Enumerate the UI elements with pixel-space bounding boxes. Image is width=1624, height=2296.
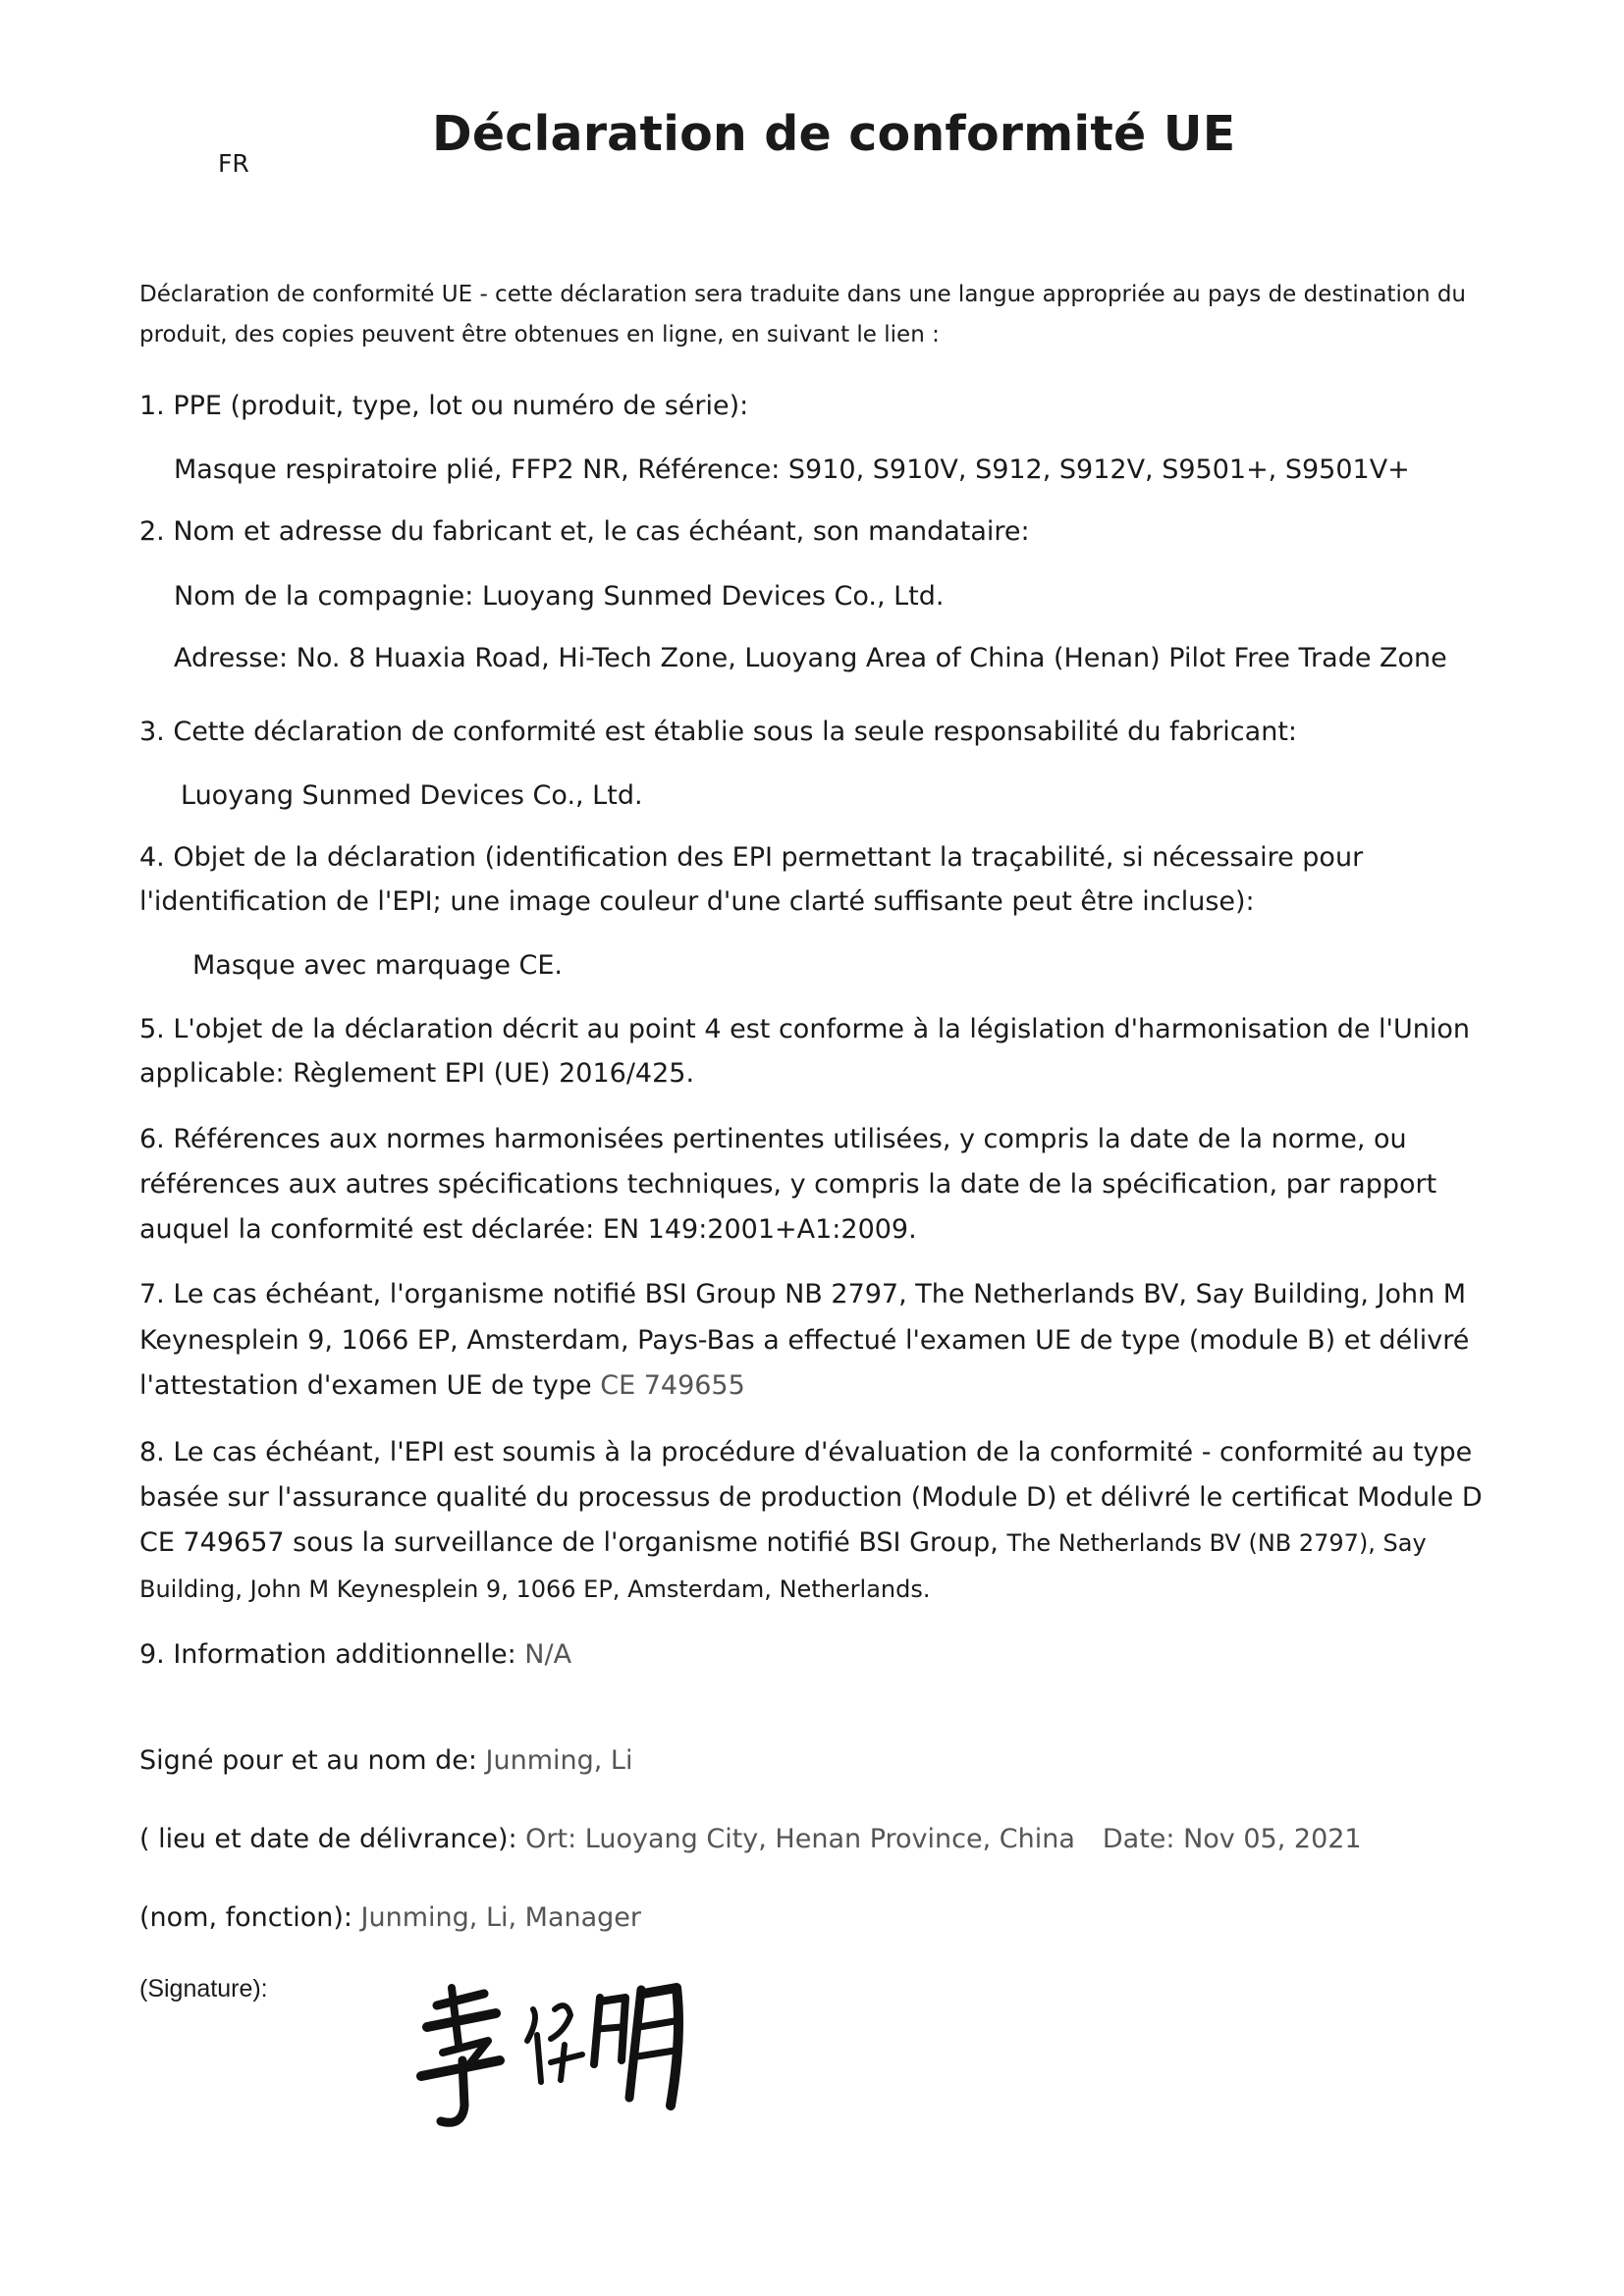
section-1-value: Masque respiratoire plié, FFP2 NR, Référence: S910, S910V, S912, S912V, S9501+, S9501V+ <box>174 454 1410 485</box>
section-8-line-2: basée sur l'assurance qualité du processus de production (Module D) et délivré le certificat Module D <box>139 1482 1483 1513</box>
section-4-line-1: 4. Objet de la déclaration (identification des EPI permettant la traçabilité, si nécessaire pour <box>139 842 1364 873</box>
signed-for-value: Junming, Li <box>485 1745 633 1776</box>
place-date-line <box>139 1824 1362 1854</box>
section-8-line-1: 8. Le cas échéant, l'EPI est soumis à la procédure d'évaluation de la conformité - conformité au type <box>139 1437 1473 1468</box>
section-1-heading: 1. PPE (produit, type, lot ou numéro de série): <box>139 391 749 421</box>
section-7-certificate-number: CE 749655 <box>600 1370 745 1401</box>
section-3-heading: 3. Cette déclaration de conformité est établie sous la seule responsabilité du fabricant: <box>139 717 1297 747</box>
name-function-line <box>139 1902 641 1933</box>
section-8-line-3a: CE 749657 sous la surveillance de l'organisme notifié BSI Group, <box>139 1527 1007 1558</box>
section-8-line-3b: The Netherlands BV (NB 2797), Say <box>1006 1529 1427 1557</box>
place-value: Ort: Luoyang City, Henan Province, China <box>525 1824 1075 1854</box>
section-7-line-2: Keynesplein 9, 1066 EP, Amsterdam, Pays-Bas a effectué l'examen UE de type (module B) et délivré <box>139 1325 1470 1356</box>
name-function-label: (nom, fonction): <box>139 1902 361 1933</box>
handwritten-signature <box>398 1958 722 2140</box>
section-5-line-2: applicable: Règlement EPI (UE) 2016/425. <box>139 1058 695 1089</box>
section-4-line-2: l'identification de l'EPI; une image couleur d'une clarté suffisante peut être incluse): <box>139 886 1255 917</box>
section-6-line-2: références aux autres spécifications techniques, y compris la date de la spécification, par rapport <box>139 1169 1437 1200</box>
section-2-company: Nom de la compagnie: Luoyang Sunmed Devices Co., Ltd. <box>174 581 945 612</box>
section-9-value: N/A <box>524 1639 572 1670</box>
section-9 <box>139 1639 571 1670</box>
signed-for-line <box>139 1745 632 1776</box>
signature-label: (Signature): <box>139 1975 268 2002</box>
name-function-value: Junming, Li, Manager <box>360 1902 642 1933</box>
signed-for-label: Signé pour et au nom de: <box>139 1745 486 1776</box>
section-6-line-3: auquel la conformité est déclarée: EN 149:2001+A1:2009. <box>139 1214 917 1245</box>
section-5-line-1: 5. L'objet de la déclaration décrit au point 4 est conforme à la législation d'harmonisation de l'Union <box>139 1014 1470 1044</box>
section-7-line-3-text: l'attestation d'examen UE de type <box>139 1370 601 1401</box>
section-8-line-4: Building, John M Keynesplein 9, 1066 EP, Amsterdam, Netherlands. <box>139 1575 931 1603</box>
language-code: FR <box>218 149 249 178</box>
date-value: Date: Nov 05, 2021 <box>1102 1824 1362 1854</box>
section-9-label: 9. Information additionnelle: <box>139 1639 525 1670</box>
section-7-line-3 <box>139 1370 745 1401</box>
section-8-line-3 <box>139 1527 1427 1558</box>
section-7-line-1: 7. Le cas échéant, l'organisme notifié BSI Group NB 2797, The Netherlands BV, Say Building, John M <box>139 1279 1467 1309</box>
section-2-heading: 2. Nom et adresse du fabricant et, le cas échéant, son mandataire: <box>139 516 1030 547</box>
section-6-line-1: 6. Références aux normes harmonisées pertinentes utilisées, y compris la date de la norme, ou <box>139 1124 1407 1154</box>
intro-paragraph: Déclaration de conformité UE - cette déclaration sera traduite dans une langue appropriée au pays de destination du produit, des copies peuvent être obtenues en ligne, en suivant le lien : <box>139 282 1467 347</box>
place-date-label: ( lieu et date de délivrance): <box>139 1824 526 1854</box>
section-2-address: Adresse: No. 8 Huaxia Road, Hi-Tech Zone, Luoyang Area of China (Henan) Pilot Free Trade Zone <box>174 643 1447 673</box>
page-title: Déclaration de conformité UE <box>432 106 1236 162</box>
section-4-value: Masque avec marquage CE. <box>192 950 564 981</box>
section-3-value: Luoyang Sunmed Devices Co., Ltd. <box>181 780 643 811</box>
